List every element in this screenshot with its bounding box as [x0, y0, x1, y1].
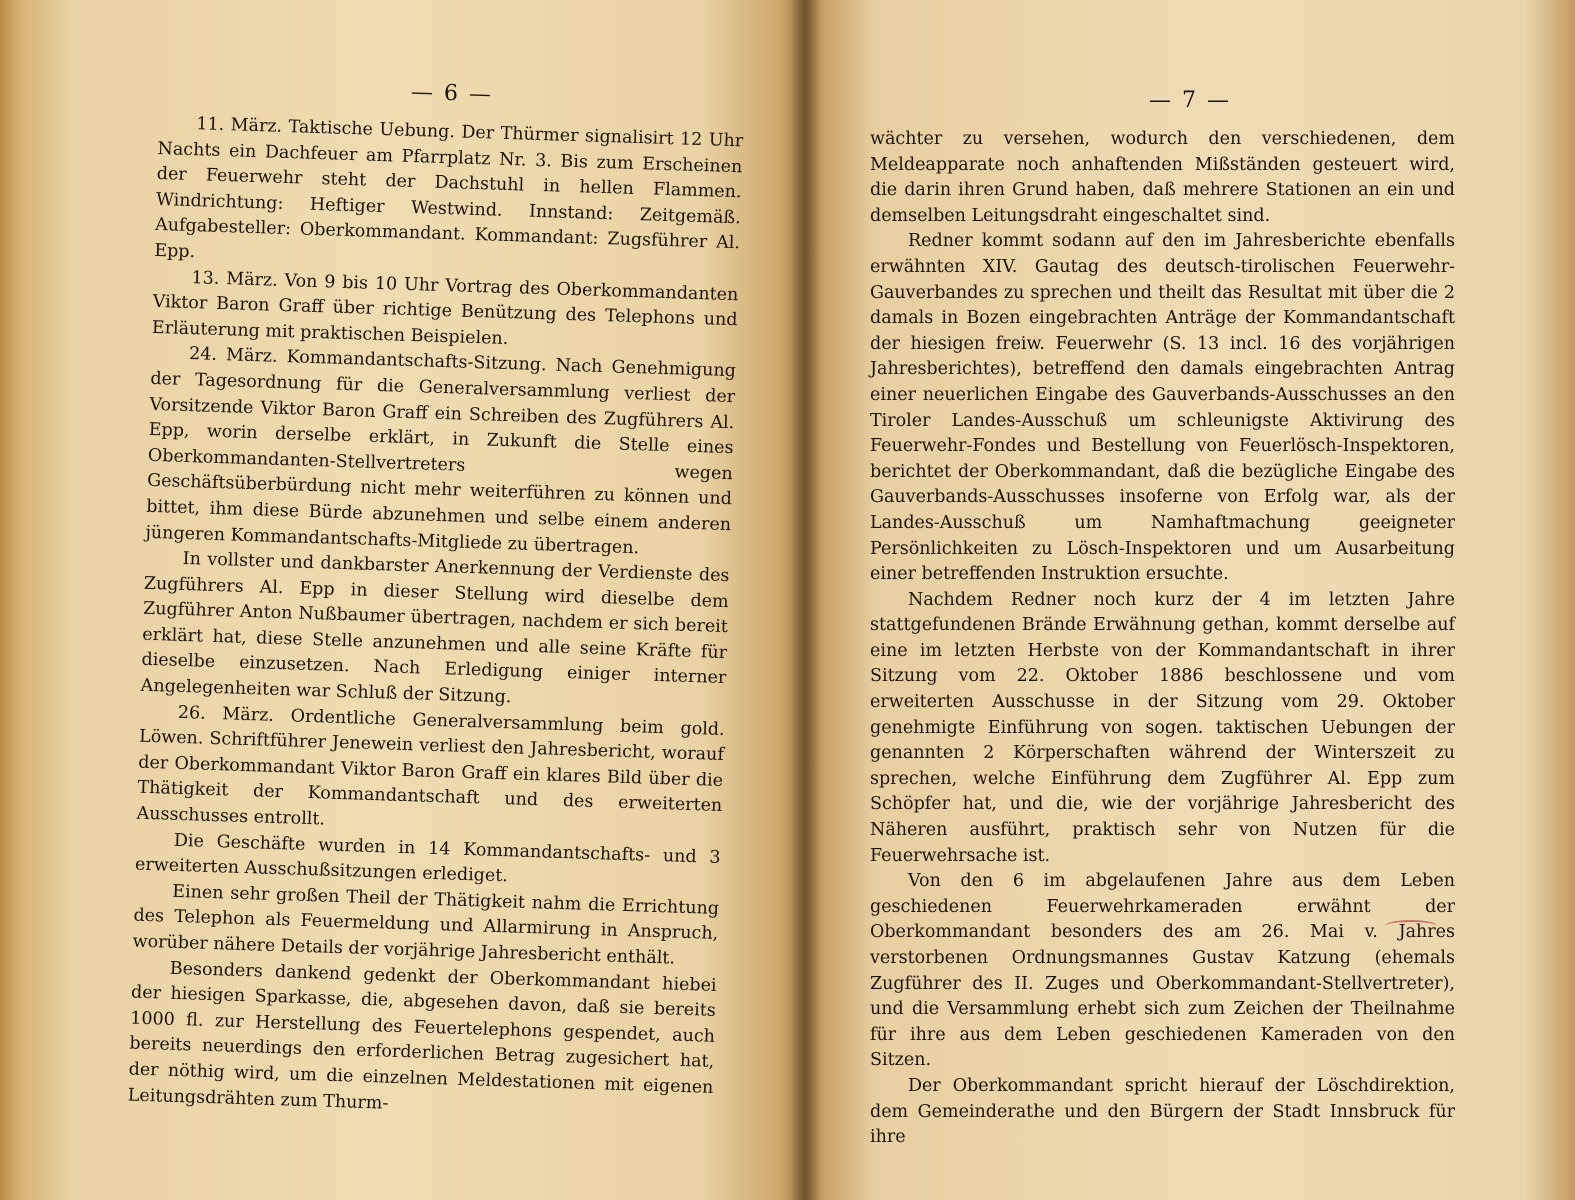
- paragraph: Redner kommt sodann auf den im Jahresberichte ebenfalls erwähnten XIV. Gautag des deutsch-tirolischen Feuerwehr-Gauverbandes zu sprechen und theilt das Resultat mit über die 2 damals in Bozen eingebrachten Anträge der Kommandantschaft der hiesigen freiw. Feuerwehr (S. 13 incl. 16 des vorjährigen Jahresberichtes), betreffend den damals eingebrachten Antrag einer neuerlichen Eingabe des Gauverbands-Ausschusses an den Tiroler Landes-Ausschuß um schleunigste Aktivirung des Feuerwehr-Fondes und Bestellung von Feuerlösch-Inspektoren, berichtet der Oberkommandant, daß die bezügliche Eingabe des Gauverbands-Ausschusses insoferne von Erfolg war, als der Landes-Ausschuß um Namhaftmachung geeigneter Persönlichkeiten zu Lösch-Inspektoren und um Ausarbeitung einer betreffenden Instruktion ersuchte.: [870, 231, 1455, 585]
- paragraph: 13. März. Von 9 bis 10 Uhr Vortrag des Oberkommandanten Viktor Baron Graff über richtige Benützung des Telephons und Erläuterung mit praktischen Beispielen.: [151, 267, 739, 349]
- paragraph: 24. März. Kommandantschafts-Sitzung. Nach Genehmigung der Tagesordnung für die Generalversammlung verliest der Vorsitzende Viktor Baron Graff ein Schreiben des Zugführers Al. Epp, worin derselbe erklärt, in Zukunft die Stelle eines Oberkommandanten-Stellvertreters wegen Geschäftsüberbürdung nicht mehr weiterführen zu können und bittet, ihm diese Bürde abzunehmen und selbe einem anderen jüngeren Kommandantschafts-Mitgliede zu übertragen.: [145, 344, 737, 558]
- ink-underline-mark: [1385, 920, 1437, 932]
- paragraph: Die Geschäfte wurden in 14 Kommandantschafts- und 3 erweiterten Ausschußsitzungen erlediget.: [134, 830, 721, 887]
- page-number: — 7 —: [1149, 88, 1231, 113]
- page-number: — 6 —: [410, 79, 494, 108]
- paragraph: Von den 6 im abgelaufenen Jahre aus dem Leben geschiedenen Feuerwehrkameraden erwähnt der Oberkommandant besonders des am 26. Mai v. Jahres verstorbenen Ordnungsmannes Gustav Katzung (ehemals Zugführer des II. Zuges und Oberkommandant-Stellvertreter), und die Versammlung erhebt sich zum Zeichen der Theilnahme für ihre aus dem Leben geschiedenen Kameraden von den Sitzen.: [870, 871, 1455, 1071]
- left-page-text: [127, 72, 744, 1127]
- right-page-text: [870, 88, 1455, 1151]
- paragraph: Nachdem Redner noch kurz der 4 im letzten Jahre stattgefundenen Brände Erwähnung gethan, kommt derselbe auf eine im letzten Herbste von der Kommandantschaft in ihrer Sitzung vom 22. Oktober 1886 beschlossene und vom erweiterten Ausschusse in der Sitzung vom 29. Oktober genehmigte Einführung von sogen. taktischen Uebungen der genannten 2 Körperschaften während der Winterszeit zu sprechen, welche Einführung dem Zugführer Al. Epp zum Schöpfer hat, und die, wie der vorjährige Jahresbericht des Näheren ausführt, praktisch sehr von Nutzen für die Feuerwehrsache ist.: [870, 589, 1455, 866]
- paragraph: 11. März. Taktische Uebung. Der Thürmer signalisirt 12 Uhr Nachts ein Dachfeuer am Pfarrplatz Nr. 3. Bis zum Erscheinen der Feuerwehr steht der Dachstuhl in hellen Flammen. Windrichtung: Heftiger Westwind. Innstand: Zeitgemäß. Aufgabesteller: Oberkommandant. Kommandant: Zugsführer Al. Epp.: [154, 114, 744, 263]
- paragraph: Besonders dankend gedenkt der Oberkommandant hiebei der hiesigen Sparkasse, die, abgesehen davon, daß sie bereits 1000 fl. zur Herstellung des Feuertelephons gespendet, auch bereits neuerdings den erforderlichen Betrag zugesichert hat, der nöthig wird, um die einzelnen Meldestationen mit eigenen Leitungsdrähten zum Thurm-: [127, 958, 717, 1114]
- paragraph: wächter zu versehen, wodurch den verschiedenen, dem Meldeapparate noch anhaftenden Mißständen gesteuert wird, die darin ihren Grund haben, daß mehrere Stationen an ein und demselben Leitungsdraht eingeschaltet sind.: [870, 129, 1455, 226]
- right-page: [805, 0, 1575, 1200]
- paragraph: Einen sehr großen Theil der Thätigkeit nahm die Errichtung des Telephon als Feuermeldung und Allarmirung in Anspruch, worüber nähere Details der vorjährige Jahresbericht enthält.: [132, 881, 720, 969]
- paragraph: Der Oberkommandant spricht hierauf der Löschdirektion, dem Gemeinderathe und den Bürgern der Stadt Innsbruck für ihre: [870, 1075, 1455, 1148]
- paragraph: In vollster und dankbarster Anerkennung der Verdienste des Zugführers Al. Epp in dieser Stellung wird dieselbe dem Zugführer Anton Nußbaumer übertragen, nachdem er sich bereit erklärt hat, diese Stelle anzunehmen und alle seine Kräfte für dieselbe einzusetzen. Nach Erledigung einiger interner Angelegenheiten war Schluß der Sitzung.: [140, 549, 730, 708]
- paragraph: 26. März. Ordentliche Generalversammlung beim gold. Löwen. Schriftführer Jenewein verliest den Jahresbericht, worauf der Oberkommandant Viktor Baron Graff ein klares Bild über die Thätigkeit der Kommandantschaft und des erweiterten Ausschusses entrollt.: [136, 702, 725, 830]
